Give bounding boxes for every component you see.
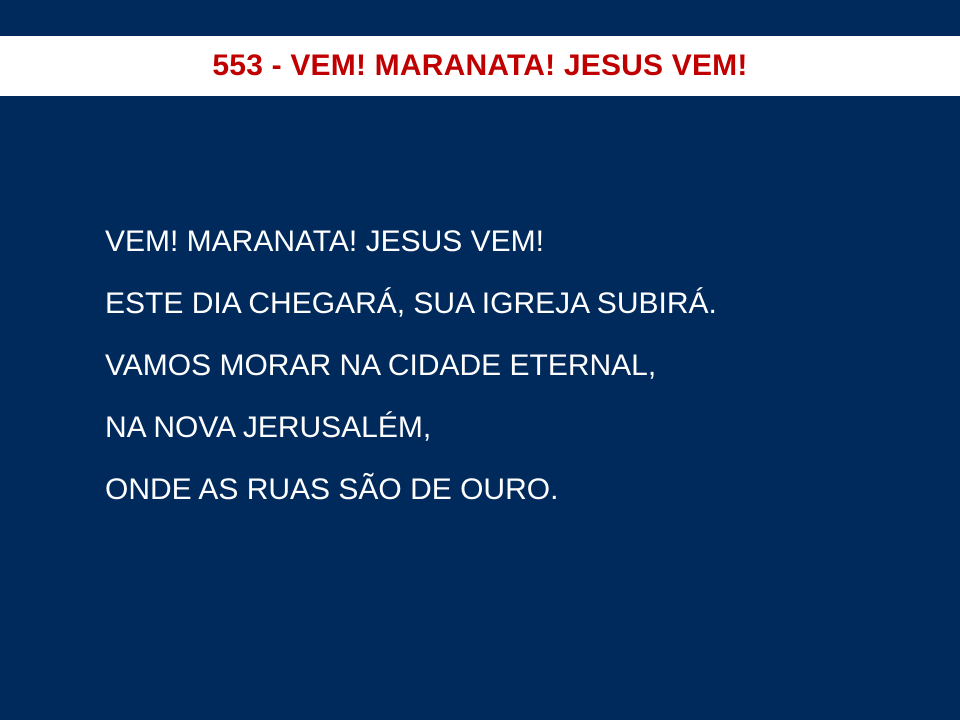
title-bar (0, 36, 960, 96)
slide-title: 553 - VEM! MARANATA! JESUS VEM! (212, 49, 748, 82)
lyric-line: VEM! MARANATA! JESUS VEM! (105, 225, 544, 258)
lyrics-block (105, 226, 925, 536)
lyric-line: NA NOVA JERUSALÉM, (105, 411, 432, 444)
lyric-line: ONDE AS RUAS SÃO DE OURO. (105, 473, 559, 506)
lyric-line: VAMOS MORAR NA CIDADE ETERNAL, (105, 349, 657, 382)
lyric-line: ESTE DIA CHEGARÁ, SUA IGREJA SUBIRÁ. (105, 287, 717, 320)
